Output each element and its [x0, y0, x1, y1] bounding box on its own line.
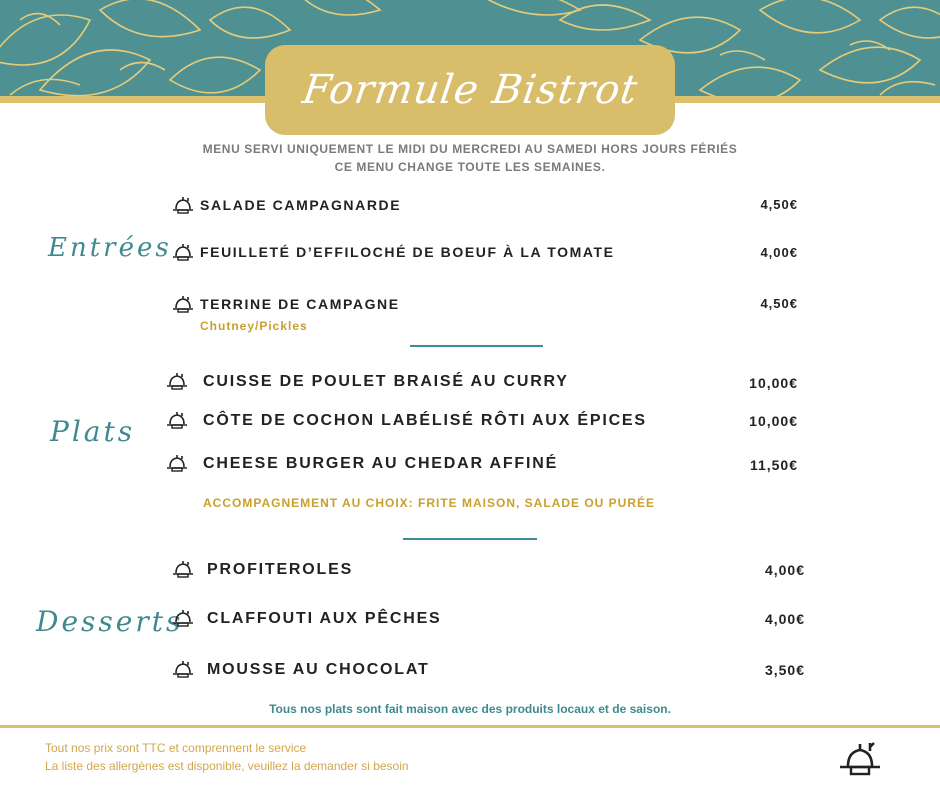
item-name: PROFITEROLES [207, 561, 354, 578]
menu-item [172, 197, 401, 214]
menu-item [172, 610, 442, 628]
menu-item [172, 244, 615, 261]
item-price: 4,00€ [764, 562, 805, 578]
item-name: CLAFFOUTI AUX PÊCHES [207, 610, 442, 627]
homemade-note: Tous nos plats sont fait maison avec des produits locaux et de saison. [269, 702, 671, 716]
service-info-line-1: MENU SERVI UNIQUEMENT LE MIDI DU MERCREDI AU SAMEDI HORS JOURS FÉRIÉS [202, 142, 738, 156]
cloche-icon [172, 196, 194, 214]
item-name: CHEESE BURGER AU CHEDAR AFFINÉ [203, 455, 559, 472]
footer-allergens-note: La liste des allergènes est disponible, veuillez la demander si besoin [45, 759, 409, 773]
side-dish-note: ACCOMPAGNEMENT AU CHOIX: FRITE MAISON, SALADE OU PURÉE [203, 496, 656, 510]
section-label-desserts: Desserts [36, 605, 184, 638]
menu-item [172, 661, 430, 679]
item-price: 4,00€ [760, 245, 798, 260]
item-price: 4,00€ [764, 611, 805, 627]
section-label-plats: Plats [50, 415, 136, 448]
cloche-icon [166, 411, 188, 429]
cloche-icon [172, 560, 194, 578]
item-price: 10,00€ [749, 375, 798, 391]
footer-gold-line [0, 725, 940, 728]
item-price: 3,50€ [764, 662, 805, 678]
section-divider [410, 345, 543, 347]
menu-item [166, 455, 558, 473]
menu-item [172, 561, 353, 579]
menu-item [166, 412, 647, 430]
item-name: SALADE CAMPAGNARDE [200, 197, 402, 213]
menu-item [172, 296, 400, 333]
item-subtitle: Chutney/Pickles [200, 319, 308, 333]
item-name: CUISSE DE POULET BRAISÉ AU CURRY [203, 373, 569, 390]
service-info-line-2: CE MENU CHANGE TOUTE LES SEMAINES. [334, 160, 606, 174]
item-price: 10,00€ [749, 413, 798, 429]
menu-title: Formule Bistrot [299, 67, 641, 113]
item-name: TERRINE DE CAMPAGNE [200, 296, 400, 312]
title-box [265, 45, 675, 135]
section-label-entrees: Entrées [48, 233, 172, 263]
cloche-icon [172, 243, 194, 261]
item-price: 4,50€ [760, 197, 798, 212]
item-name: FEUILLETÉ D’EFFILOCHÉ DE BOEUF À LA TOMATE [200, 244, 615, 260]
item-name: MOUSSE AU CHOCOLAT [207, 661, 430, 678]
item-price: 11,50€ [749, 457, 798, 473]
restaurant-logo-icon [838, 740, 882, 776]
menu-item [166, 373, 569, 391]
cloche-icon [172, 295, 194, 313]
cloche-icon [166, 372, 188, 390]
cloche-icon [172, 660, 194, 678]
section-divider [403, 538, 537, 540]
item-name: CÔTE DE COCHON LABÉLISÉ RÔTI AUX ÉPICES [203, 412, 647, 429]
cloche-icon [172, 609, 194, 627]
footer-prices-note: Tout nos prix sont TTC et comprennent le service [45, 741, 307, 755]
cloche-icon [166, 454, 188, 472]
item-price: 4,50€ [760, 296, 798, 311]
